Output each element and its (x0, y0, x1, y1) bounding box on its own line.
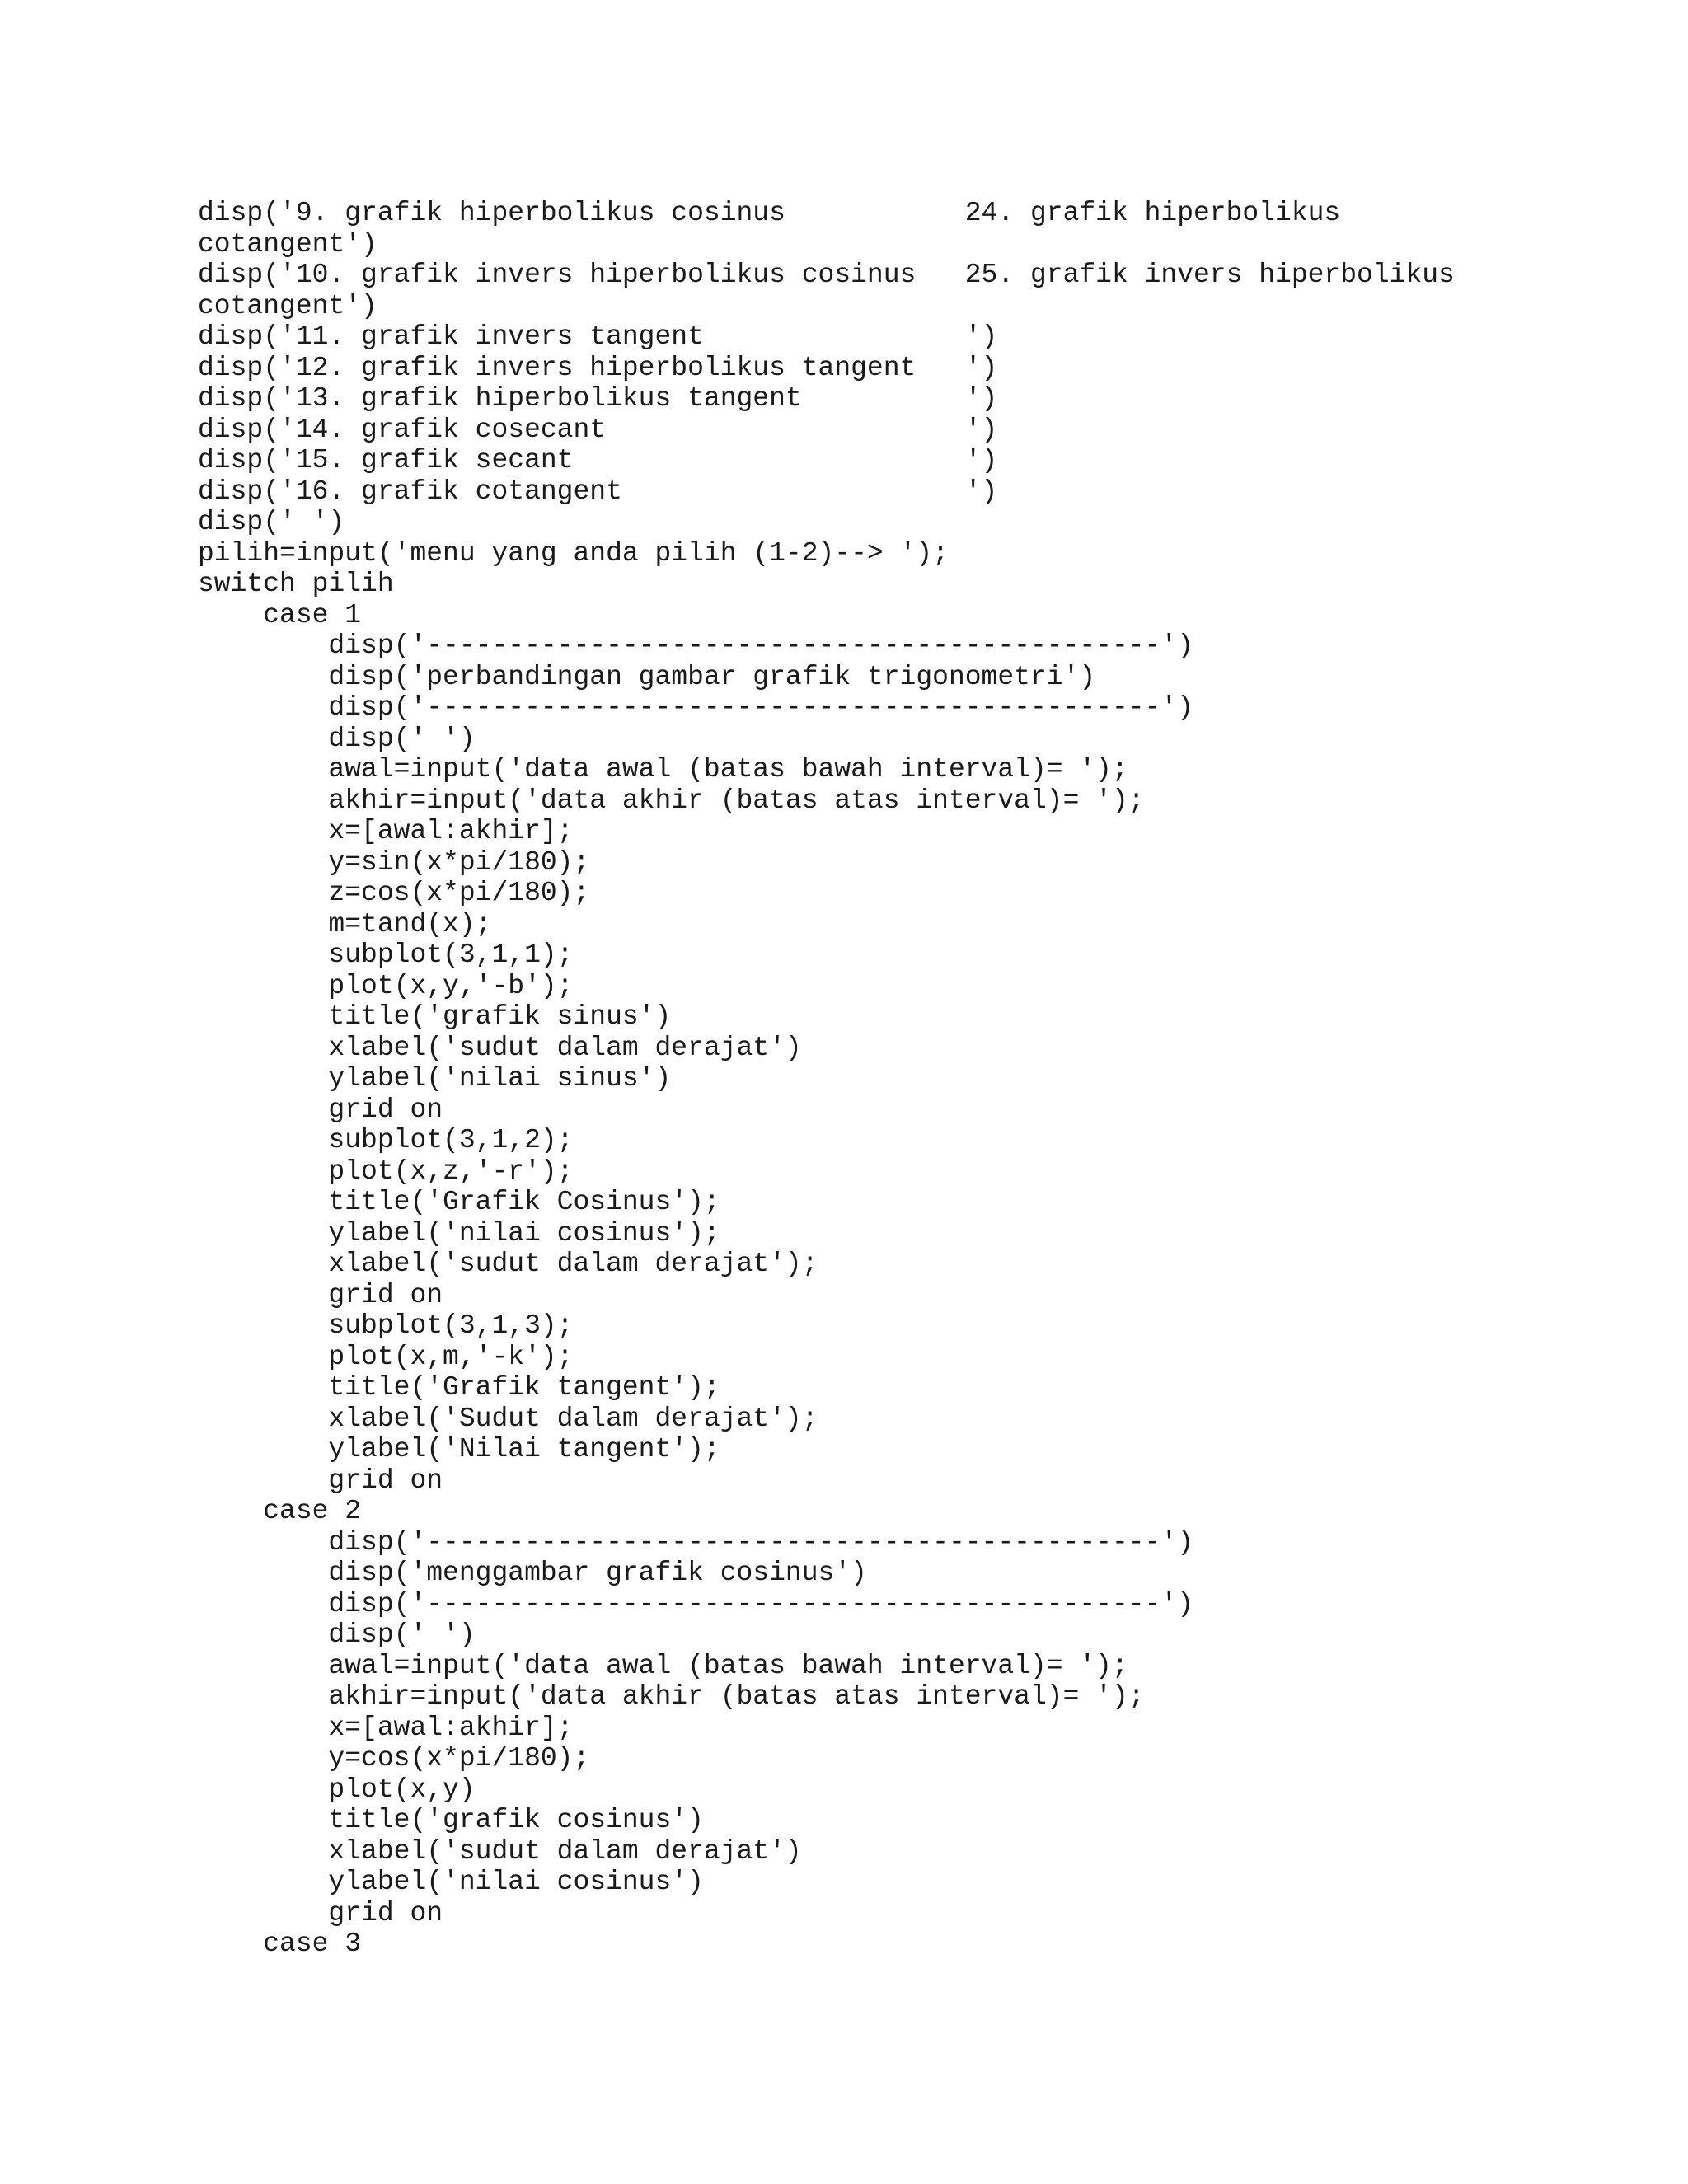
code-line: ylabel('Nilai tangent'); (198, 1434, 720, 1465)
code-line: title('Grafik Cosinus'); (198, 1187, 720, 1217)
code-line: grid on (198, 1465, 443, 1496)
code-listing (198, 198, 1455, 1960)
code-line: disp('9. grafik hiperbolikus cosinus 24. grafik hiperbolikus (198, 198, 1341, 228)
code-line: plot(x,z,'-r'); (198, 1155, 574, 1187)
code-line: ylabel('nilai cosinus') (198, 1867, 704, 1897)
code-line: x=[awal:akhir]; (198, 1712, 574, 1743)
code-line: disp('13. grafik hiperbolikus tangent ') (198, 383, 998, 414)
code-line: xlabel('sudut dalam derajat') (198, 1835, 802, 1867)
code-line: plot(x,y,'-b'); (198, 970, 574, 1001)
code-line: akhir=input('data akhir (batas atas interval)= '); (198, 785, 1145, 816)
code-line: disp('---------------------------------------------') (198, 1588, 1193, 1619)
code-line: case 1 (198, 599, 362, 630)
code-line: grid on (198, 1279, 443, 1310)
code-line: disp('11. grafik invers tangent ') (198, 321, 998, 352)
code-line: xlabel('sudut dalam derajat') (198, 1032, 802, 1063)
code-line: y=sin(x*pi/180); (198, 846, 590, 878)
code-line: cotangent') (198, 228, 377, 260)
code-line: switch pilih (198, 569, 394, 599)
code-line: disp(' ') (198, 507, 345, 537)
code-line: disp('14. grafik cosecant ') (198, 414, 998, 445)
code-line: plot(x,y) (198, 1774, 476, 1805)
code-line: ylabel('nilai sinus') (198, 1063, 672, 1094)
code-line: disp(' ') (198, 1619, 476, 1650)
code-line: awal=input('data awal (batas bawah interval)= '); (198, 754, 1128, 785)
code-line: xlabel('Sudut dalam derajat'); (198, 1403, 818, 1434)
code-line: disp('16. grafik cotangent ') (198, 476, 998, 507)
code-line: akhir=input('data akhir (batas atas interval)= '); (198, 1681, 1145, 1712)
code-line: z=cos(x*pi/180); (198, 878, 590, 908)
code-line: plot(x,m,'-k'); (198, 1341, 574, 1372)
code-line: grid on (198, 1094, 443, 1125)
code-line: title('Grafik tangent'); (198, 1372, 720, 1403)
code-line: disp('---------------------------------------------') (198, 692, 1193, 723)
code-line: xlabel('sudut dalam derajat'); (198, 1249, 818, 1279)
code-line: disp('10. grafik invers hiperbolikus cosinus 25. grafik invers hiperbolikus (198, 260, 1455, 290)
code-line: subplot(3,1,1); (198, 940, 574, 970)
code-line: disp('perbandingan gambar grafik trigonometri') (198, 661, 1096, 692)
code-line: pilih=input('menu yang anda pilih (1-2)--> '); (198, 537, 949, 569)
code-line: disp('15. grafik secant ') (198, 445, 998, 476)
code-line: disp('---------------------------------------------') (198, 630, 1193, 661)
code-line: disp('12. grafik invers hiperbolikus tangent ') (198, 352, 998, 383)
code-line: case 3 (198, 1929, 362, 1959)
code-line: grid on (198, 1897, 443, 1929)
code-line: title('grafik cosinus') (198, 1805, 704, 1835)
code-line: y=cos(x*pi/180); (198, 1743, 590, 1774)
code-line: x=[awal:akhir]; (198, 816, 574, 846)
code-line: ylabel('nilai cosinus'); (198, 1217, 720, 1249)
code-line: case 2 (198, 1496, 362, 1526)
code-line: title('grafik sinus') (198, 1001, 672, 1032)
code-line: awal=input('data awal (batas bawah interval)= '); (198, 1650, 1128, 1681)
code-line: disp('menggambar grafik cosinus') (198, 1558, 867, 1588)
code-line: disp(' ') (198, 723, 476, 754)
code-line: subplot(3,1,3); (198, 1310, 574, 1341)
code-line: cotangent') (198, 290, 377, 321)
code-line: m=tand(x); (198, 908, 492, 940)
code-line: disp('---------------------------------------------') (198, 1526, 1193, 1558)
code-line: subplot(3,1,2); (198, 1125, 574, 1155)
